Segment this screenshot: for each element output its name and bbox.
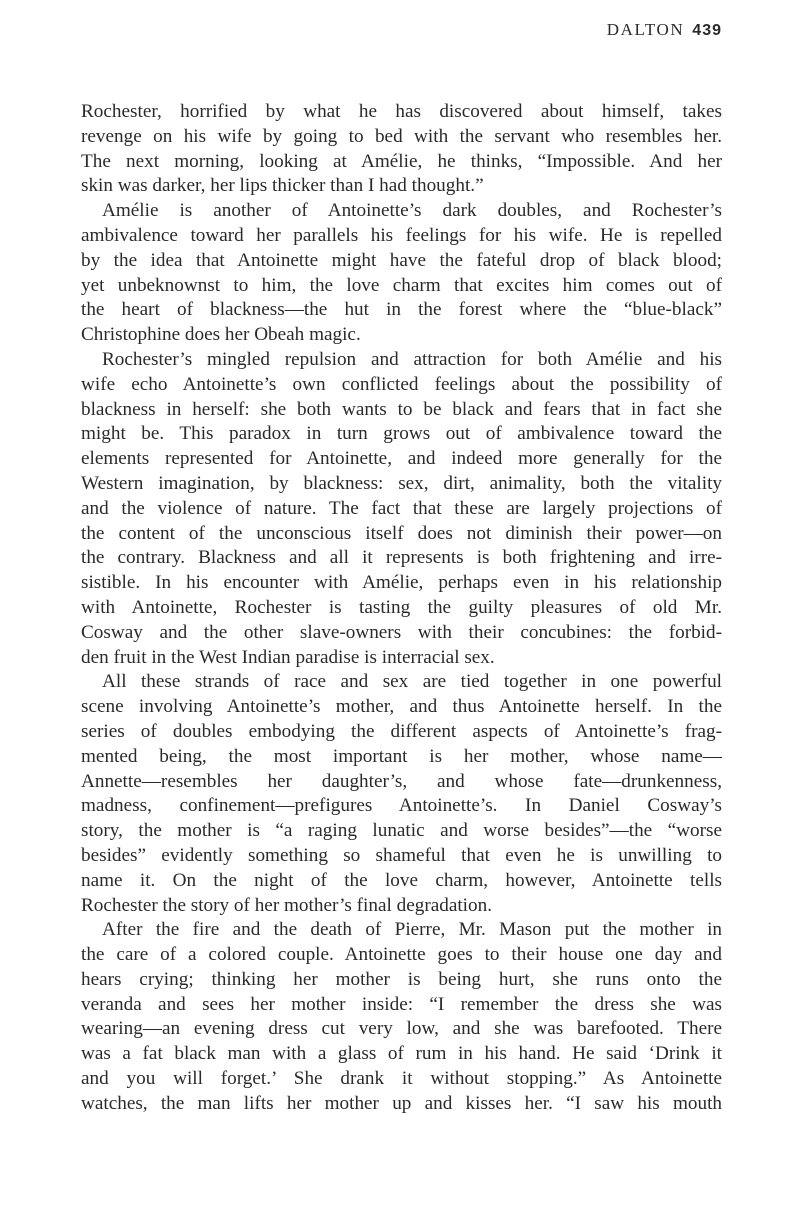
text-line: Amélie is another of Antoinette’s dark doubles, and Rochester’s — [102, 200, 722, 222]
text-line: blackness in herself: she both wants to be black and fears that in fact she — [81, 398, 722, 420]
text-line: the care of a colored couple. Antoinette goes to their house one day and — [81, 944, 722, 966]
text-line: name it. On the night of the love charm, however, Antoinette tells — [81, 869, 722, 891]
paragraph — [81, 348, 722, 670]
text-line: Rochester the story of her mother’s final degradation. — [81, 894, 492, 916]
text-line: revenge on his wife by going to bed with the servant who resembles her. — [81, 125, 722, 147]
text-line: Western imagination, by blackness: sex, dirt, animality, both the vitality — [81, 472, 722, 494]
text-line: story, the mother is “a raging lunatic and worse besides”—the “worse — [81, 820, 722, 842]
text-line: elements represented for Antoinette, and indeed more generally for the — [81, 448, 722, 470]
paragraph — [81, 100, 722, 199]
text-line: wearing—an evening dress cut very low, and she was barefooted. There — [81, 1018, 722, 1040]
body-text — [81, 100, 722, 1117]
text-line: hears crying; thinking her mother is being hurt, she runs onto the — [81, 968, 722, 990]
text-line: with Antoinette, Rochester is tasting the guilty pleasures of old Mr. — [81, 596, 722, 618]
text-line: yet unbeknownst to him, the love charm that excites him comes out of — [81, 274, 722, 296]
text-line: watches, the man lifts her mother up and kisses her. “I saw his mouth — [81, 1092, 722, 1114]
text-line: All these strands of race and sex are tied together in one powerful — [102, 671, 722, 693]
text-line: The next morning, looking at Amélie, he thinks, “Impossible. And her — [81, 150, 722, 172]
text-line: was a fat black man with a glass of rum in his hand. He said ‘Drink it — [81, 1043, 722, 1065]
text-line: ambivalence toward her parallels his feelings for his wife. He is repelled — [81, 224, 722, 246]
text-line: and the violence of nature. The fact that these are largely projections of — [81, 497, 722, 519]
text-line: the content of the unconscious itself does not diminish their power—on — [81, 522, 722, 544]
text-line: series of doubles embodying the different aspects of Antoinette’s frag- — [81, 720, 722, 742]
text-line: Annette—resembles her daughter’s, and whose fate—drunkenness, — [81, 770, 722, 792]
text-line: and you will forget.’ She drank it without stopping.” As Antoinette — [81, 1068, 722, 1090]
page-number: 439 — [692, 22, 722, 39]
text-line: den fruit in the West Indian paradise is interracial sex. — [81, 646, 495, 668]
text-line: After the fire and the death of Pierre, Mr. Mason put the mother in — [102, 919, 722, 941]
text-line: Rochester, horrified by what he has discovered about himself, takes — [81, 101, 722, 122]
text-line: Christophine does her Obeah magic. — [81, 324, 361, 346]
text-line: by the idea that Antoinette might have the fateful drop of black blood; — [81, 249, 722, 271]
text-line: skin was darker, her lips thicker than I had thought.” — [81, 175, 484, 197]
text-line: madness, confinement—prefigures Antoinette’s. In Daniel Cosway’s — [81, 795, 722, 817]
text-line: wife echo Antoinette’s own conflicted feelings about the possibility of — [81, 373, 722, 395]
text-line: sistible. In his encounter with Amélie, perhaps even in his relationship — [81, 572, 722, 594]
paragraph — [81, 670, 722, 918]
text-line: veranda and sees her mother inside: “I remember the dress she was — [81, 993, 722, 1015]
running-head — [607, 20, 722, 40]
text-line: the heart of blackness—the hut in the forest where the “blue-black” — [81, 299, 722, 321]
text-line: besides” evidently something so shameful that even he is unwilling to — [81, 844, 722, 866]
text-line: mented being, the most important is her mother, whose name— — [81, 745, 722, 767]
text-line: might be. This paradox in turn grows out of ambivalence toward the — [81, 423, 722, 445]
text-line: Cosway and the other slave-owners with their concubines: the forbid- — [81, 621, 722, 643]
text-line: Rochester’s mingled repulsion and attraction for both Amélie and his — [102, 348, 722, 370]
text-line: scene involving Antoinette’s mother, and thus Antoinette herself. In the — [81, 696, 722, 718]
text-line: the contrary. Blackness and all it represents is both frightening and irre- — [81, 547, 722, 569]
paragraph — [81, 199, 722, 348]
running-title: DALTON — [606, 20, 685, 39]
paragraph — [81, 918, 722, 1116]
